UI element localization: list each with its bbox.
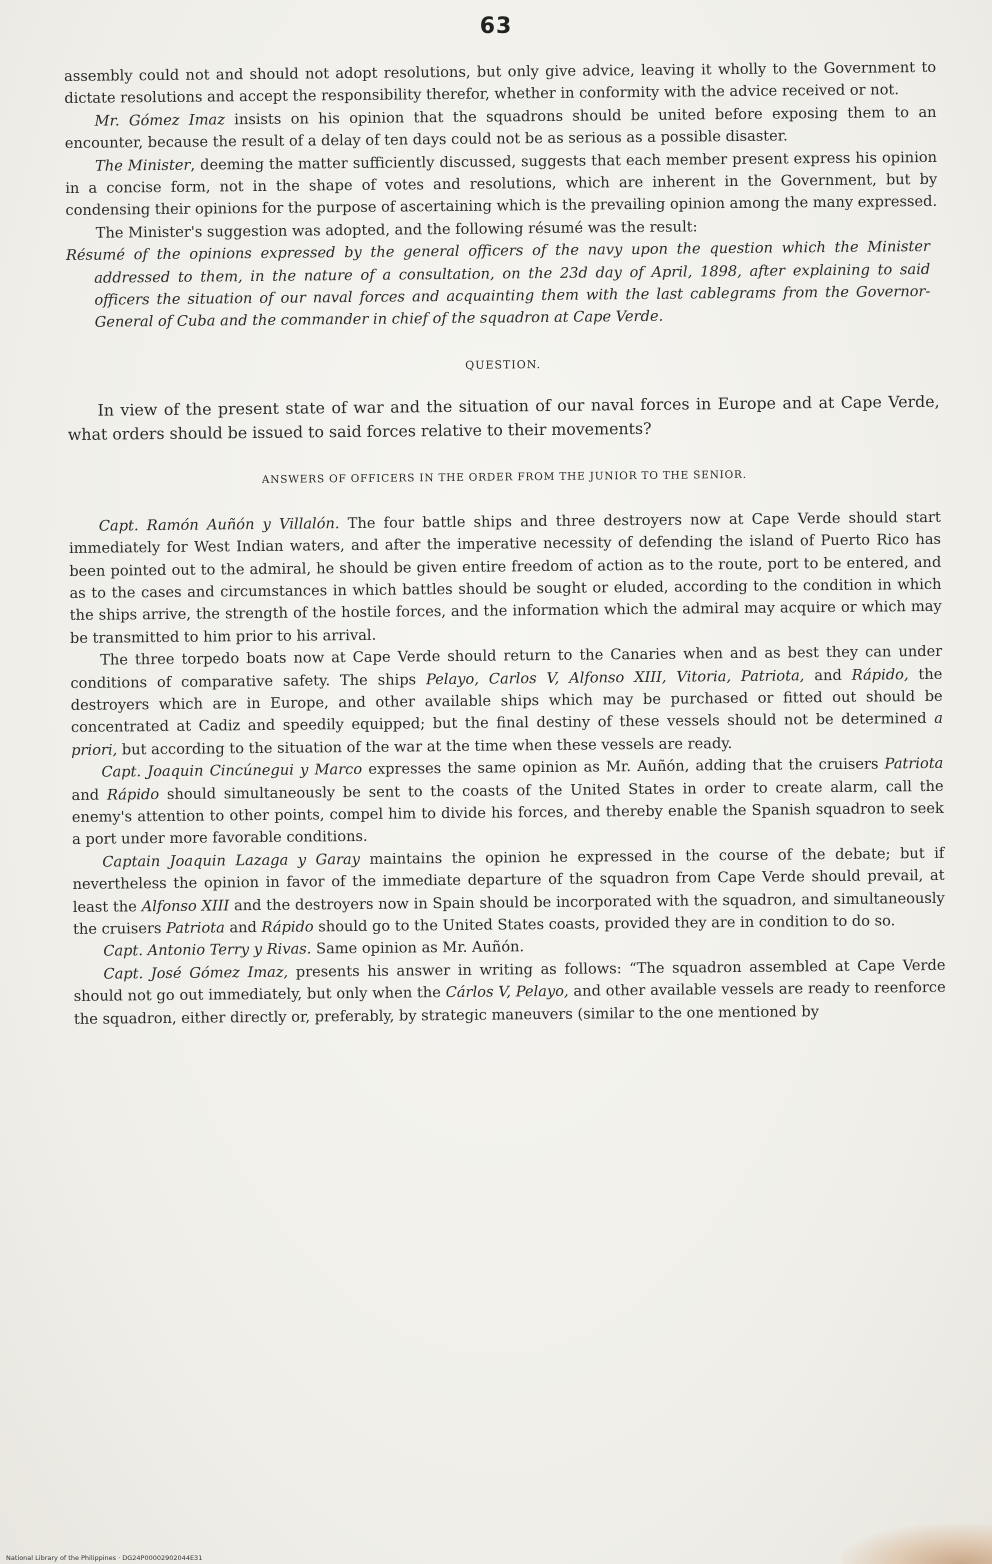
ship-name: Patriota: [884, 754, 944, 773]
answer-text: and: [71, 786, 108, 804]
officer-name: Captain Joaquin Lazaga y Garay: [102, 850, 360, 871]
digitization-credit: National Library of the Philippines · DG24P00002902044E31: [6, 1554, 203, 1562]
ship-name: Rápido: [106, 785, 160, 804]
page-body: [64, 57, 946, 1031]
answers-heading: ANSWERS OF OFFICERS IN THE ORDER FROM THE JUNIOR TO THE SENIOR.: [261, 469, 747, 487]
officer-name: Capt. Ramón Auñón y Villalón.: [98, 514, 340, 535]
latin-phrase: a priori,: [71, 710, 943, 759]
answer-aunon: [69, 507, 942, 651]
ship-name: Alfonso XIII: [141, 896, 230, 915]
answer-text: The three torpedo boats now at Cape Verde should return to the Canaries when and as best they can under conditions of comparative safety. The ships: [70, 642, 943, 692]
answer-text: and other available vessels are ready to reenforce the squadron, either directly or, preferably, by strategic maneuvers (similar to the one mentioned by: [73, 979, 946, 1028]
answer-text: presents his answer in writing as follows: “The squadron assembled at Cape Verde should not go out immediately, but only when the: [73, 956, 946, 1006]
answers-section: [69, 507, 946, 1031]
paragraph-3-text: , deeming the matter sufficiently discussed, suggests that each member present express his opinion in a concise form, not in the shape of votes and resolutions, which are inherent in the Government, but by condensing their opinions for the purpose of ascertaining which is the prevailing opinion among the many expressed.: [65, 148, 938, 220]
answer-text: Same opinion as Mr. Auñón.: [311, 938, 525, 958]
officer-name: Capt. Joaquin Cincúnegui y Marco: [101, 761, 363, 781]
paragraph-1: assembly could not and should not adopt resolutions, but only give advice, leaving it wholly to the Government to dictate resolutions and accept the responsibility therefor, whether in conformity with the advice received or not.: [64, 58, 937, 108]
answer-text: The four battle ships and three destroyers now at Cape Verde should start immediately for West Indian waters, and after the imperative necessity of defending the island of Puerto Rico has been pointed out to the admiral, he should be given entire freedom of action as to the route, port to be entered, and as to the cases and circumstances in which battles should be sought or eluded, according to the condition in which the ships arrive, the strength of the hostile forces, and the information which the admiral may acquire or which may be transmitted to him prior to his arrival.: [68, 508, 942, 647]
paragraph-4: The Minister's suggestion was adopted, and the following résumé was the result:: [95, 218, 698, 242]
ship-names: Pelayo, Carlos V, Alfonso XIII, Vitoria, Patriota,: [425, 666, 805, 688]
answer-lazaga: [72, 843, 945, 942]
question-text: In view of the present state of war and the situation of our naval forces in Europe and at Cape Verde, what orders should be issued to said forces relative to their movements?: [67, 392, 940, 445]
ship-name: Cárlos V,: [445, 983, 512, 1002]
answer-text: and: [804, 666, 852, 684]
answer-text: and: [224, 918, 262, 937]
answer-gomez-imaz: [73, 955, 946, 1031]
answer-cincunegui: [71, 753, 944, 852]
question-heading: QUESTION.: [465, 357, 542, 372]
paragraph-2-text: insists on his opinion that the squadrons should be united before exposing them to an encounter, because the result of a delay of ten days could not be as serious as a possible disaster.: [64, 103, 937, 153]
answer-text: the destroyers which are in Europe, and other available ships which may be purchased or fitted out should be concentrated at Cadiz and speedily equipped; but the final destiny of these vessels should not be determined: [70, 665, 943, 737]
scan-thumb-smudge: [842, 1524, 992, 1564]
paragraph-3: [65, 146, 938, 222]
page-number: 63: [479, 14, 513, 39]
answer-text: should go to the United States coasts, provided they are in condition to do so.: [313, 912, 896, 936]
resume-paragraph: Résumé of the opinions expressed by the general officers of the navy upon the question which the Minister addressed to them, in the nature of a consultation, on the 23d day of April, 1898, after explaining to said officers the situation of our naval forces and acquainting them with the last cablegrams from the Governor-General of Cuba and the commander in chief of the squadron at Cape Verde.: [65, 238, 931, 332]
answer-text: and the destroyers now in Spain should be incorporated with the squadron, and simultaneously the cruisers: [72, 889, 945, 938]
officer-name: Capt. José Gómez Imaz,: [103, 963, 289, 983]
answer-text: but according to the situation of the war at the time when these vessels are ready.: [117, 734, 733, 759]
ship-name: Patriota: [165, 919, 225, 937]
answer-aunon-continued: [70, 641, 943, 762]
speaker-minister: The Minister: [94, 156, 191, 175]
answer-text: maintains the opinion he expressed in the course of the debate; but if nevertheless the opinion in favor of the immediate departure of the squadron from Cape Verde should prevail, at least the: [72, 844, 945, 916]
ship-name: Rápido: [261, 918, 314, 936]
ship-name: Rápido,: [851, 665, 909, 684]
ship-name: Pelayo,: [515, 982, 569, 1001]
answer-text: should simultaneously be sent to the coasts of the United States in order to create alarm, call the enemy's attention to other points, compel him to divide his forces, and thereby enable the Spanish squadron to seek a port under more favorable conditions.: [71, 777, 944, 849]
officer-name: Capt. Antonio Terry y Rivas.: [103, 940, 312, 961]
answer-text: expresses the same opinion as Mr. Auñón, adding that the cruisers: [362, 755, 885, 779]
speaker-gomez-imaz: Mr. Gómez Imaz: [94, 111, 225, 130]
